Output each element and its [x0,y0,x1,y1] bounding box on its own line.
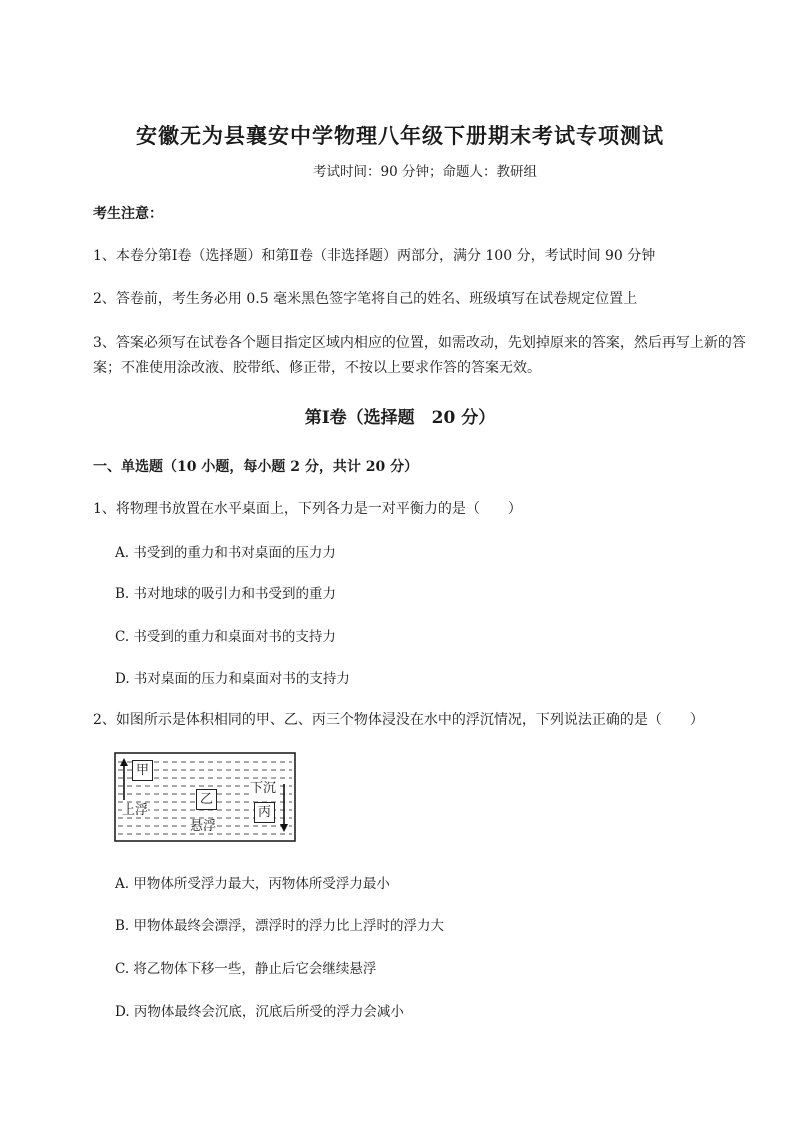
question-stem: 2、如图所示是体积相同的甲、乙、丙三个物体浸没在水中的浮沉情况，下列说法正确的是（ ） [93,712,704,728]
option-d: D. 书对桌面的压力和桌面对书的支持力 [115,671,350,687]
object-bing: 丙 [254,802,275,823]
object-yi: 乙 [196,789,217,810]
page-title: 安徽无为县襄安中学物理八年级下册期末考试专项测试 [136,123,664,148]
label-up: 上浮 [122,803,149,818]
option-c: C. 将乙物体下移一些，静止后它会继续悬浮 [115,961,377,977]
question-stem: 1、将物理书放置在水平桌面上，下列各力是一对平衡力的是（ ） [93,501,522,517]
object-jia: 甲 [132,760,153,781]
buoyancy-figure [114,752,296,842]
label-sink: 下沉 [250,781,277,796]
part-heading: 一、单选题（10 小题，每小题 2 分，共计 20 分） [93,459,419,475]
exam-info: 考试时间：90 分钟；命题人：教研组 [313,164,537,180]
notice-heading: 考生注意： [93,206,163,222]
notice-item: 3、答案必须写在试卷各个题目指定区域内相应的位置，如需改动，先划掉原来的答案，然后再写上新的答案；不准使用涂改液、胶带纸、修正带，不按以上要求作答的答案无效。 [93,335,746,376]
notice-item: 1、本卷分第Ⅰ卷（选择题）和第Ⅱ卷（非选择题）两部分，满分 100 分，考试时间 90 分钟 [93,248,656,264]
option-d: D. 丙物体最终会沉底，沉底后所受的浮力会减小 [115,1004,404,1020]
option-a: A. 书受到的重力和书对桌面的压力力 [115,545,336,561]
option-a: A. 甲物体所受浮力最大，丙物体所受浮力最小 [115,876,390,892]
option-b: B. 甲物体最终会漂浮，漂浮时的浮力比上浮时的浮力大 [115,918,445,934]
option-c: C. 书受到的重力和桌面对书的支持力 [115,629,336,645]
option-b: B. 书对地球的吸引力和书受到的重力 [115,586,337,602]
section-title: 第Ⅰ卷（选择题 20 分） [304,408,496,428]
label-suspend: 悬浮 [190,819,217,834]
notice-item: 2、答卷前，考生务必用 0.5 毫米黑色签字笔将自己的姓名、班级填写在试卷规定位置上 [93,291,638,307]
